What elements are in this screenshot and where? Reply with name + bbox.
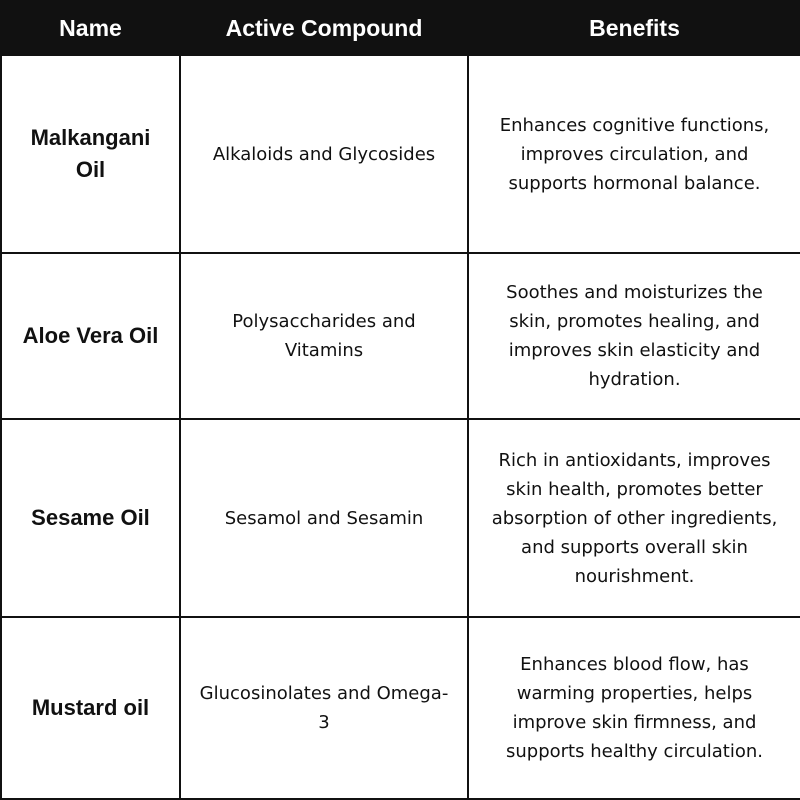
header-benefits: Benefits bbox=[468, 1, 800, 55]
benefits-cell: Soothes and moisturizes the skin, promotes healing, and improves skin elasticity and hydration. bbox=[468, 253, 800, 419]
benefits-cell: Enhances cognitive functions, improves circulation, and supports hormonal balance. bbox=[468, 55, 800, 253]
active-compound-cell: Sesamol and Sesamin bbox=[180, 419, 468, 617]
table-row bbox=[1, 419, 800, 617]
oil-name-cell: Sesame Oil bbox=[1, 419, 180, 617]
benefits-cell: Enhances blood flow, has warming properties, helps improve skin firmness, and supports healthy circulation. bbox=[468, 617, 800, 799]
oil-name-cell: Aloe Vera Oil bbox=[1, 253, 180, 419]
benefits-cell: Rich in antioxidants, improves skin health, promotes better absorption of other ingredients, and supports overall skin nourishment. bbox=[468, 419, 800, 617]
oil-name-cell: Malkangani Oil bbox=[1, 55, 180, 253]
table-row bbox=[1, 253, 800, 419]
oil-name-cell: Mustard oil bbox=[1, 617, 180, 799]
active-compound-cell: Polysaccharides and Vitamins bbox=[180, 253, 468, 419]
active-compound-cell: Alkaloids and Glycosides bbox=[180, 55, 468, 253]
header-row bbox=[1, 1, 800, 55]
table-row bbox=[1, 617, 800, 799]
header-active-compound: Active Compound bbox=[180, 1, 468, 55]
table-row bbox=[1, 55, 800, 253]
active-compound-cell: Glucosinolates and Omega-3 bbox=[180, 617, 468, 799]
header-name: Name bbox=[1, 1, 180, 55]
